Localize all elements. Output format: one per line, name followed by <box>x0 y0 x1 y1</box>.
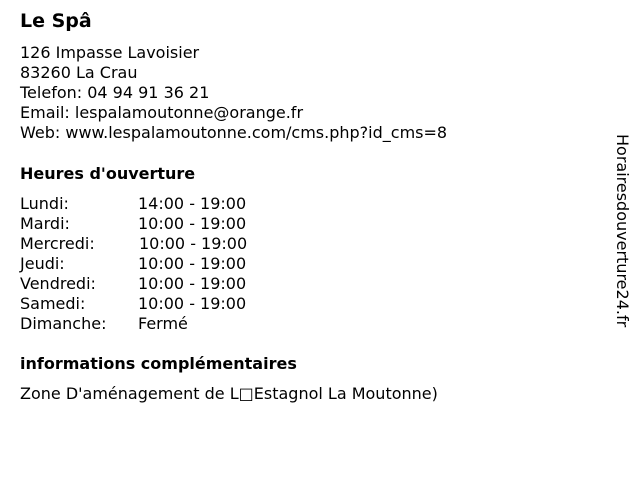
email-line: Email: lespalamoutonne@orange.fr <box>20 103 304 122</box>
hours-time: 10:00 - 19:00 <box>138 294 247 313</box>
address-city: 83260 La Crau <box>20 63 138 82</box>
hours-time: 10:00 - 19:00 <box>139 234 248 253</box>
hours-day: Jeudi: <box>20 254 65 273</box>
hours-day: Dimanche: <box>20 314 107 333</box>
hours-day: Mardi: <box>20 214 70 233</box>
hours-time: Fermé <box>138 314 188 333</box>
hours-day: Lundi: <box>20 194 69 213</box>
site-watermark: Horairesdouverture24.fr <box>613 134 632 328</box>
hours-day: Mercredi: <box>20 234 95 253</box>
contact-details <box>20 43 447 143</box>
website-line: Web: www.lespalamoutonne.com/cms.php?id_cms=8 <box>20 123 448 142</box>
opening-hours-heading: Heures d'ouverture <box>20 164 196 183</box>
hours-time: 10:00 - 19:00 <box>138 254 247 273</box>
hours-time: 10:00 - 19:00 <box>138 274 247 293</box>
hours-day: Vendredi: <box>20 274 96 293</box>
business-name: Le Spâ <box>20 10 92 32</box>
additional-info-text: Zone D'aménagement de L□Estagnol La Moutonne) <box>20 384 438 403</box>
phone-line: Telefon: 04 94 91 36 21 <box>20 83 210 102</box>
additional-info-heading: informations complémentaires <box>20 354 297 373</box>
hours-day: Samedi: <box>20 294 86 313</box>
hours-time: 14:00 - 19:00 <box>138 194 247 213</box>
hours-time: 10:00 - 19:00 <box>138 214 247 233</box>
address-street: 126 Impasse Lavoisier <box>20 43 200 62</box>
